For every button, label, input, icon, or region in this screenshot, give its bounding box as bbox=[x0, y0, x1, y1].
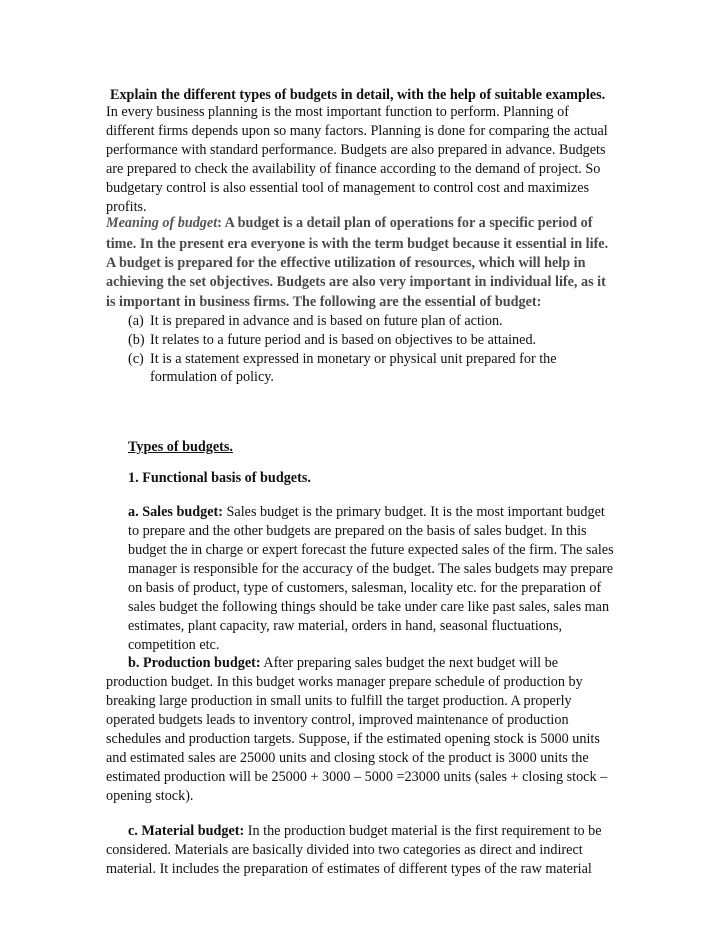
intro-line: different firms depends upon so many factors. Planning is done for comparing the actual bbox=[106, 123, 608, 139]
production-line: and estimated sales are 25000 units and closing stock of the product is 3000 units the bbox=[106, 750, 589, 766]
list-item-label: (b) bbox=[128, 332, 145, 348]
meaning-line: A budget is prepared for the effective utilization of resources, which will help in bbox=[106, 255, 586, 271]
sales-line: manager is responsible for the accuracy of the budget. The sales budgets may prepare bbox=[128, 561, 614, 577]
list-item-text: It is prepared in advance and is based on future plan of action. bbox=[150, 313, 503, 329]
intro-line: profits. bbox=[106, 199, 147, 215]
production-line: schedules and production targets. Suppose, if the estimated opening stock is 5000 units bbox=[106, 731, 600, 747]
list-item-continuation: formulation of policy. bbox=[150, 369, 274, 385]
production-line: breaking large production in small units to fulfill the target production. A properly bbox=[106, 693, 572, 709]
sales-line: estimates, plant capacity, raw material, orders in hand, seasonal fluctuations, bbox=[128, 618, 563, 634]
meaning-line: achieving the set objectives. Budgets are also very important in individual life, as it bbox=[106, 274, 606, 290]
meaning-colon: : bbox=[217, 215, 222, 231]
question-heading: Explain the different types of budgets in detail, with the help of suitable examples. bbox=[110, 87, 606, 103]
material-title: c. Material budget: bbox=[128, 823, 245, 839]
list-item-label: (c) bbox=[128, 351, 144, 367]
list-item-text: It is a statement expressed in monetary or physical unit prepared for the bbox=[150, 351, 557, 367]
intro-line: budgetary control is also essential tool of management to control cost and maximizes bbox=[106, 180, 590, 196]
sales-line: to prepare and the other budgets are prepared on the basis of sales budget. In this bbox=[128, 523, 587, 539]
meaning-label: Meaning of budget bbox=[106, 215, 218, 231]
intro-line: In every business planning is the most important function to perform. Planning of bbox=[106, 104, 569, 120]
meaning-first-line bbox=[106, 214, 592, 233]
sales-first-line bbox=[128, 503, 605, 522]
sales-line: competition etc. bbox=[128, 637, 220, 653]
production-first-line bbox=[128, 654, 558, 673]
production-line: operated budgets leads to inventory control, improved maintenance of production bbox=[106, 712, 569, 728]
meaning-line: time. In the present era everyone is with the term budget because it essential in life. bbox=[106, 236, 609, 252]
meaning-first-rest: A budget is a detail plan of operations for a specific period of bbox=[221, 215, 593, 231]
sales-line: on basis of product, type of customers, salesman, locality etc. for the preparation of bbox=[128, 580, 602, 596]
material-first-line bbox=[128, 822, 602, 841]
sales-line: budget the in charge or expert forecast the future expected sales of the firm. The sales bbox=[128, 542, 614, 558]
sales-first-rest: Sales budget is the primary budget. It is the most important budget bbox=[223, 504, 605, 520]
production-line: production budget. In this budget works manager prepare schedule of production by bbox=[106, 674, 583, 690]
list-item-text: It relates to a future period and is based on objectives to be attained. bbox=[150, 332, 537, 348]
meaning-line: is important in business firms. The following are the essential of budget: bbox=[106, 294, 542, 310]
intro-line: performance with standard performance. Budgets are also prepared in advance. Budgets bbox=[106, 142, 606, 158]
material-first-rest: In the production budget material is the first requirement to be bbox=[244, 823, 602, 839]
production-first-rest: After preparing sales budget the next budget will be bbox=[260, 655, 559, 671]
functional-heading: 1. Functional basis of budgets. bbox=[128, 470, 311, 486]
material-line: considered. Materials are basically divided into two categories as direct and indirect bbox=[106, 842, 583, 858]
sales-line: sales budget the following things should be take under care like past sales, sales man bbox=[128, 599, 610, 615]
production-line: estimated production will be 25000 + 3000 – 5000 =23000 units (sales + closing stock – bbox=[106, 769, 608, 785]
list-item-label: (a) bbox=[128, 313, 144, 329]
production-title: b. Production budget: bbox=[128, 655, 261, 671]
types-heading: Types of budgets. bbox=[128, 439, 233, 455]
sales-title: a. Sales budget: bbox=[128, 504, 223, 520]
intro-line: are prepared to check the availability of finance according to the demand of project. So bbox=[106, 161, 601, 177]
production-line: opening stock). bbox=[106, 788, 194, 804]
material-line: material. It includes the preparation of estimates of different types of the raw material bbox=[106, 861, 592, 877]
